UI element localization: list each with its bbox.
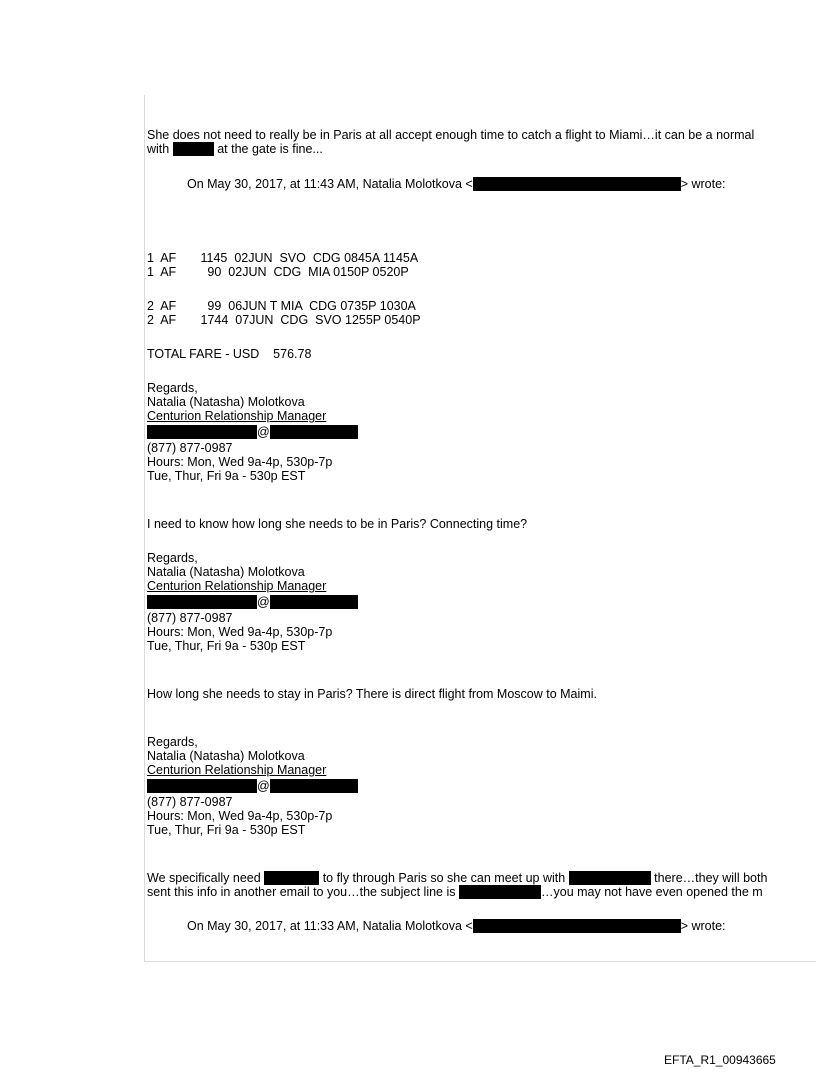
signature-hours: Tue, Thur, Fri 9a - 530p EST bbox=[147, 639, 306, 653]
signature-hours: Hours: Mon, Wed 9a-4p, 530p-7p bbox=[147, 809, 333, 823]
itinerary-line: 1 AF 1145 02JUN SVO CDG 0845A 1145A bbox=[147, 251, 419, 265]
signature-name: Natalia (Natasha) Molotkova bbox=[147, 565, 305, 579]
redaction-box bbox=[270, 595, 358, 609]
signature-hours: Hours: Mon, Wed 9a-4p, 530p-7p bbox=[147, 455, 333, 469]
signature-title: Centurion Relationship Manager bbox=[147, 579, 327, 593]
signature-phone: (877) 877-0987 bbox=[147, 611, 233, 625]
redaction-box bbox=[473, 177, 681, 191]
signature-phone: (877) 877-0987 bbox=[147, 795, 233, 809]
signature-regards: Regards, bbox=[147, 735, 198, 749]
redaction-box bbox=[473, 919, 681, 933]
quote-header: On May 30, 2017, at 11:43 AM, Natalia Molotkova < > wrote: bbox=[187, 177, 726, 191]
signature-title: Centurion Relationship Manager bbox=[147, 763, 327, 777]
email-text-line: She does not need to really be in Paris at all accept enough time to catch a flight to Miami…it can be a normal bbox=[147, 128, 755, 142]
email-text-line: I need to know how long she needs to be in Paris? Connecting time? bbox=[147, 517, 528, 531]
signature-regards: Regards, bbox=[147, 551, 198, 565]
signature-name: Natalia (Natasha) Molotkova bbox=[147, 395, 305, 409]
signature-regards: Regards, bbox=[147, 381, 198, 395]
email-text-line: How long she needs to stay in Paris? There is direct flight from Moscow to Maimi. bbox=[147, 687, 597, 701]
email-text-line: We specifically need to fly through Paris so she can meet up with there…they will both bbox=[147, 871, 768, 885]
document-id: EFTA_R1_00943665 bbox=[664, 1053, 776, 1067]
redaction-box bbox=[569, 871, 651, 885]
email-text-line: sent this info in another email to you…the subject line is …you may not have even opened the m bbox=[147, 885, 763, 899]
itinerary-line: 2 AF 99 06JUN T MIA CDG 0735P 1030A bbox=[147, 299, 416, 313]
itinerary-line: 2 AF 1744 07JUN CDG SVO 1255P 0540P bbox=[147, 313, 421, 327]
total-fare: TOTAL FARE - USD 576.78 bbox=[147, 347, 312, 361]
signature-email: @ bbox=[147, 779, 358, 793]
redaction-box bbox=[459, 885, 541, 899]
redaction-box bbox=[147, 595, 257, 609]
email-text-line: with at the gate is fine... bbox=[147, 142, 323, 156]
itinerary-line: 1 AF 90 02JUN CDG MIA 0150P 0520P bbox=[147, 265, 409, 279]
signature-hours: Tue, Thur, Fri 9a - 530p EST bbox=[147, 469, 306, 483]
signature-name: Natalia (Natasha) Molotkova bbox=[147, 749, 305, 763]
signature-hours: Tue, Thur, Fri 9a - 530p EST bbox=[147, 823, 306, 837]
redaction-box bbox=[264, 871, 319, 885]
redaction-box bbox=[147, 425, 257, 439]
signature-email: @ bbox=[147, 425, 358, 439]
signature-email: @ bbox=[147, 595, 358, 609]
signature-phone: (877) 877-0987 bbox=[147, 441, 233, 455]
signature-title: Centurion Relationship Manager bbox=[147, 409, 327, 423]
redaction-box bbox=[173, 142, 214, 156]
redaction-box bbox=[270, 779, 358, 793]
redaction-box bbox=[270, 425, 358, 439]
signature-hours: Hours: Mon, Wed 9a-4p, 530p-7p bbox=[147, 625, 333, 639]
redaction-box bbox=[147, 779, 257, 793]
quote-header: On May 30, 2017, at 11:33 AM, Natalia Molotkova < > wrote: bbox=[187, 919, 726, 933]
